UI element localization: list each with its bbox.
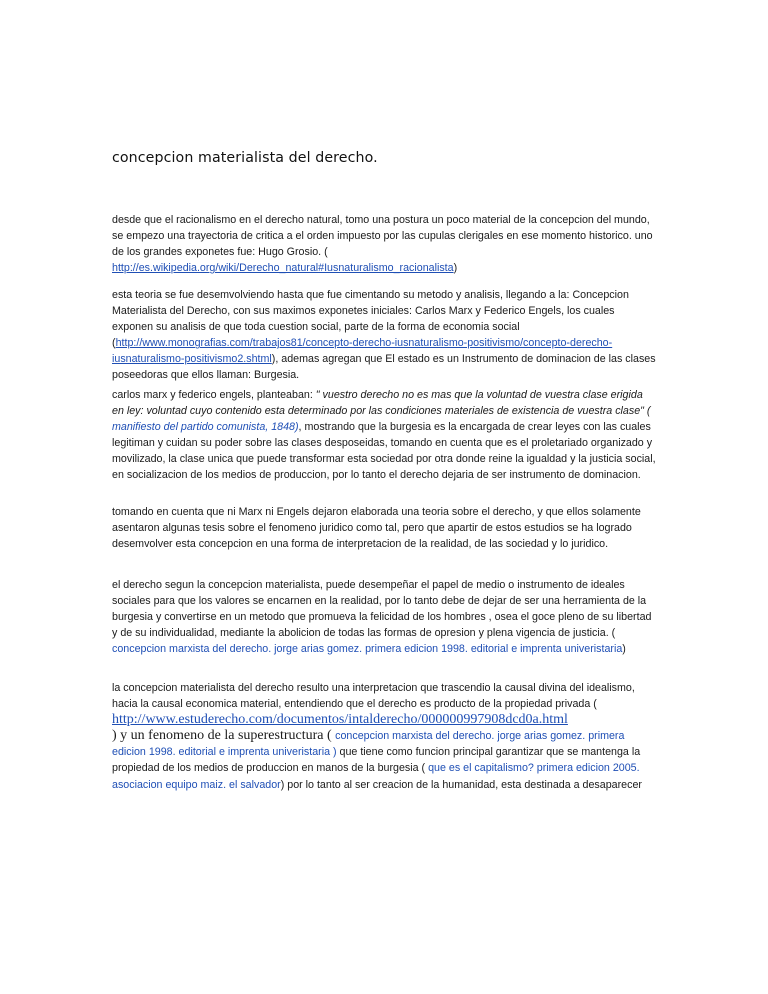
- paragraph-text-2: que tiene como funcion principal garantizar que se mantenga la propiedad de los medios de produccion en manos de la burgesia (: [112, 746, 641, 775]
- paragraph-5: [112, 577, 656, 657]
- paragraph-1: [112, 212, 656, 276]
- paragraph-text: esta teoria se fue desemvolviendo hasta que fue cimentando su metodo y analisis, llegando a la: Concepcion Materialista del Derecho, con sus maximos exponetes iniciales: Carlos Marx y Federico Engels, los cuales exponen su analisis de que toda cuestion social, parte de la forma de economia social (: [112, 289, 629, 350]
- paragraph-tail: ): [453, 262, 458, 275]
- page-title: concepcion materialista del derecho.: [112, 150, 378, 166]
- estuderecho-link[interactable]: http://www.estuderecho.com/documentos/intalderecho/000000997908dcd0a.html: [112, 712, 568, 728]
- paragraph-tail: ), ademas agregan que El estado es un Instrumento de dominacion de las clases poseedoras que ellos llaman: Burgesia.: [112, 353, 656, 382]
- paragraph-text: la concepcion materialista del derecho resulto una interpretacion que trascendio la causal divina del idealismo, hacia la causal economica material, entendiendo que el derecho es producto de la propiedad privada (: [112, 682, 635, 711]
- paragraph-text-3: ) por lo tanto al ser creacion de la humanidad, esta destinada a desaparecer: [280, 778, 642, 791]
- marx-quote: " vuestro derecho no es mas que la voluntad de vuestra clase erigida en ley: voluntad cuyo contenido esta determinado por las condiciones materiales de existencia de vuestra clase": [112, 389, 644, 418]
- paragraph-3: [112, 387, 656, 484]
- paragraph-2: [112, 287, 656, 384]
- manifesto-citation: manifiesto del partido comunista, 1848): [112, 421, 299, 434]
- paragraph-text: desde que el racionalismo en el derecho natural, tomo una postura un poco material de la concepcion del mundo, se empezo una trayectoria de critica a el orden impuesto por las cupulas clerigales en ese momento historico. uno de los grandes exponetes fue: Hugo Grosio. (: [112, 214, 653, 259]
- paragraph-text: tomando en cuenta que ni Marx ni Engels dejaron elaborada una teoria sobre el derecho, y que ellos solamente asentaron algunas tesis sobre el fenomeno juridico como tal, pero que apartir de estos estudios se ha logrado desemvolver esta concepcion en una forma de interpretacion de la realidad, de las sociedad y lo juridico.: [112, 506, 641, 551]
- capitalismo-citation: que es el capitalismo? primera edicion 2005. asociacion equipo maiz. el salvador: [112, 762, 640, 791]
- arias-gomez-citation-2: concepcion marxista del derecho. jorge arias gomez. primera edicion 1998. editorial e imprenta univeristaria ): [112, 730, 625, 759]
- wikipedia-link[interactable]: http://es.wikipedia.org/wiki/Derecho_natural#Iusnaturalismo_racionalista: [112, 262, 454, 275]
- paragraph-4: [112, 504, 656, 552]
- superestructura-text: ) y un fenomeno de la superestructura (: [112, 728, 336, 744]
- citation-open: (: [643, 405, 651, 418]
- paragraph-6: [112, 680, 656, 793]
- arias-gomez-citation: concepcion marxista del derecho. jorge arias gomez. primera edicion 1998. editorial e imprenta univeristaria: [112, 643, 623, 656]
- paragraph-lead: carlos marx y federico engels, planteaban:: [112, 389, 316, 401]
- paragraph-tail: , mostrando que la burgesia es la encargada de crear leyes con las cuales legitiman y cuidan su poder sobre las clases desposeidas, tomando en cuenta que es el proletariado organizado y movilizado, la clase unica que puede transformar esta sociedad por otra donde reine la igualdad y la justicia social, en socializacion de los medios de produccion, por lo tanto el derecho dejaria de ser instrumento de dominacion.: [112, 421, 656, 482]
- paragraph-tail: ): [622, 643, 626, 656]
- monografias-link[interactable]: http://www.monografias.com/trabajos81/concepto-derecho-iusnaturalismo-positivismo/concepto-derecho-iusnaturalismo-positivismo2.shtml: [112, 337, 613, 366]
- paragraph-text: el derecho segun la concepcion materialista, puede desempeñar el papel de medio o instrumento de ideales sociales para que los valores se encarnen en la realidad, por lo tanto debe de dejar de ser una herramienta de la burgesia y convertirse en un metodo que promueva la felicidad de los hombres , osea el goce pleno de su libertad y de su individualidad, mediante la abolicion de todas las formas de opresion y plena vigencia de justicia. (: [112, 579, 652, 640]
